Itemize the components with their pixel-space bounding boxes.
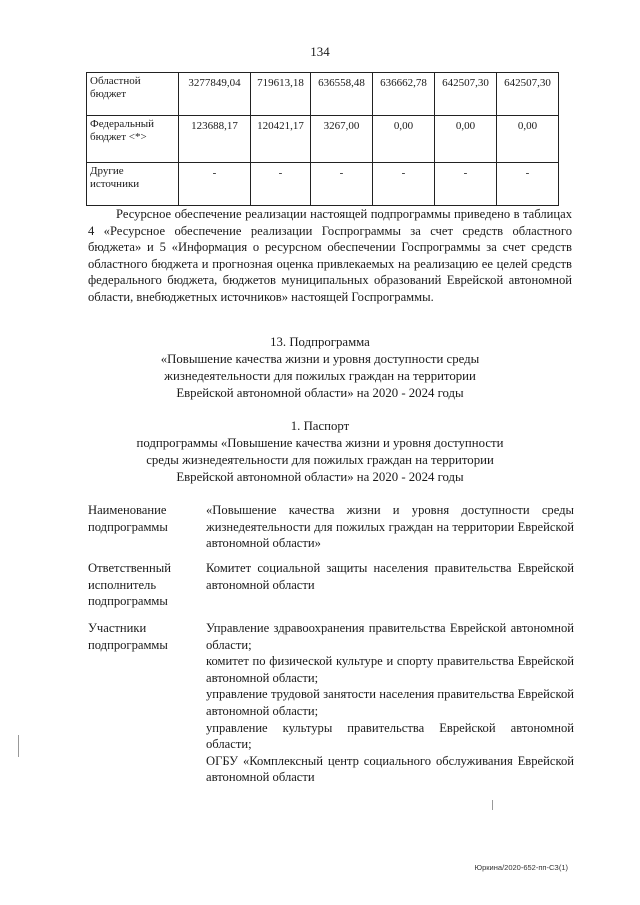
passport-row [88, 560, 574, 620]
cell-value: 719613,18 [251, 73, 311, 116]
table-row [87, 163, 559, 206]
section-subtitle-line: «Повышение качества жизни и уровня доступности среды [160, 352, 480, 366]
passport-subtitle-line: подпрограммы «Повышение качества жизни и уровня доступности [136, 436, 504, 450]
page-number: 134 [310, 44, 330, 59]
row-label: Областной бюджет [87, 73, 179, 116]
cell-value: - [373, 163, 435, 206]
passport-title: 1. Паспорт [290, 419, 350, 433]
participant-item: комитет по физической культуре и спорту правительства Еврейской автономной области; [206, 654, 574, 685]
passport-value: Комитет социальной защиты населения правительства Еврейской автономной области [206, 561, 574, 592]
passport-label: Наименование подпрограммы [88, 503, 168, 534]
section-heading [60, 334, 580, 402]
table-row [87, 116, 559, 163]
cell-value: - [179, 163, 251, 206]
cell-value: - [311, 163, 373, 206]
cell-value: 3267,00 [311, 116, 373, 163]
participant-item: управление трудовой занятости населения правительства Еврейской автономной области; [206, 687, 574, 718]
passport-row [88, 502, 574, 560]
participant-item: Управление здравоохранения правительства Еврейской автономной области; [206, 621, 574, 652]
cell-value: 0,00 [435, 116, 497, 163]
section-subtitle-line: жизнедеятельности для пожилых граждан на территории [164, 369, 476, 383]
cell-value: - [497, 163, 559, 206]
cell-value: 3277849,04 [179, 73, 251, 116]
row-label: Другие источники [87, 163, 179, 206]
cell-value: 0,00 [373, 116, 435, 163]
cell-value: 636662,78 [373, 73, 435, 116]
passport-value: «Повышение качества жизни и уровня доступности среды жизнедеятельности для пожилых граждан на территории Еврейской автономной области» [206, 503, 574, 551]
row-label: Федеральный бюджет <*> [87, 116, 179, 163]
resource-paragraph: Ресурсное обеспечение реализации настоящей подпрограммы приведено в таблицах 4 «Ресурсное обеспечение реализации Госпрограммы за счет средств областного бюджета» и 5 «Информация о ресурсном обеспечении Госпрограммы за счет средств областного бюджета и прогнозная оценка привлекаемых на реализацию ее целей средств федерального бюджета, бюджетов муниципальных образований Еврейской автономной области, внебюджетных источников» настоящей Госпрограммы. [88, 207, 572, 304]
passport-subtitle-line: Еврейской автономной области» на 2020 - 2024 годы [176, 470, 464, 484]
cell-value: - [435, 163, 497, 206]
scan-mark [492, 800, 493, 810]
cell-value: 642507,30 [497, 73, 559, 116]
cell-value: 642507,30 [435, 73, 497, 116]
scan-mark [18, 735, 19, 757]
cell-value: 0,00 [497, 116, 559, 163]
passport-label: Ответственный исполнитель подпрограммы [88, 561, 171, 609]
passport-row [88, 620, 574, 786]
section-subtitle-line: Еврейской автономной области» на 2020 - 2024 годы [176, 386, 464, 400]
participant-item: ОГБУ «Комплексный центр социального обслуживания Еврейской автономной области [206, 753, 574, 785]
passport-value-list [206, 620, 574, 786]
passport-subtitle-line: среды жизнедеятельности для пожилых граждан на территории [146, 453, 494, 467]
passport-table [88, 502, 574, 786]
document-code: Юркина/2020-652-пп-СЗ(1) [474, 863, 568, 872]
cell-value: 636558,48 [311, 73, 373, 116]
participant-item: управление культуры правительства Еврейской автономной области; [206, 720, 574, 752]
cell-value: 120421,17 [251, 116, 311, 163]
funding-table [86, 72, 559, 206]
passport-heading [60, 418, 580, 486]
cell-value: - [251, 163, 311, 206]
cell-value: 123688,17 [179, 116, 251, 163]
table-row [87, 73, 559, 116]
section-title: 13. Подпрограмма [270, 335, 370, 349]
passport-label: Участники подпрограммы [88, 621, 168, 652]
